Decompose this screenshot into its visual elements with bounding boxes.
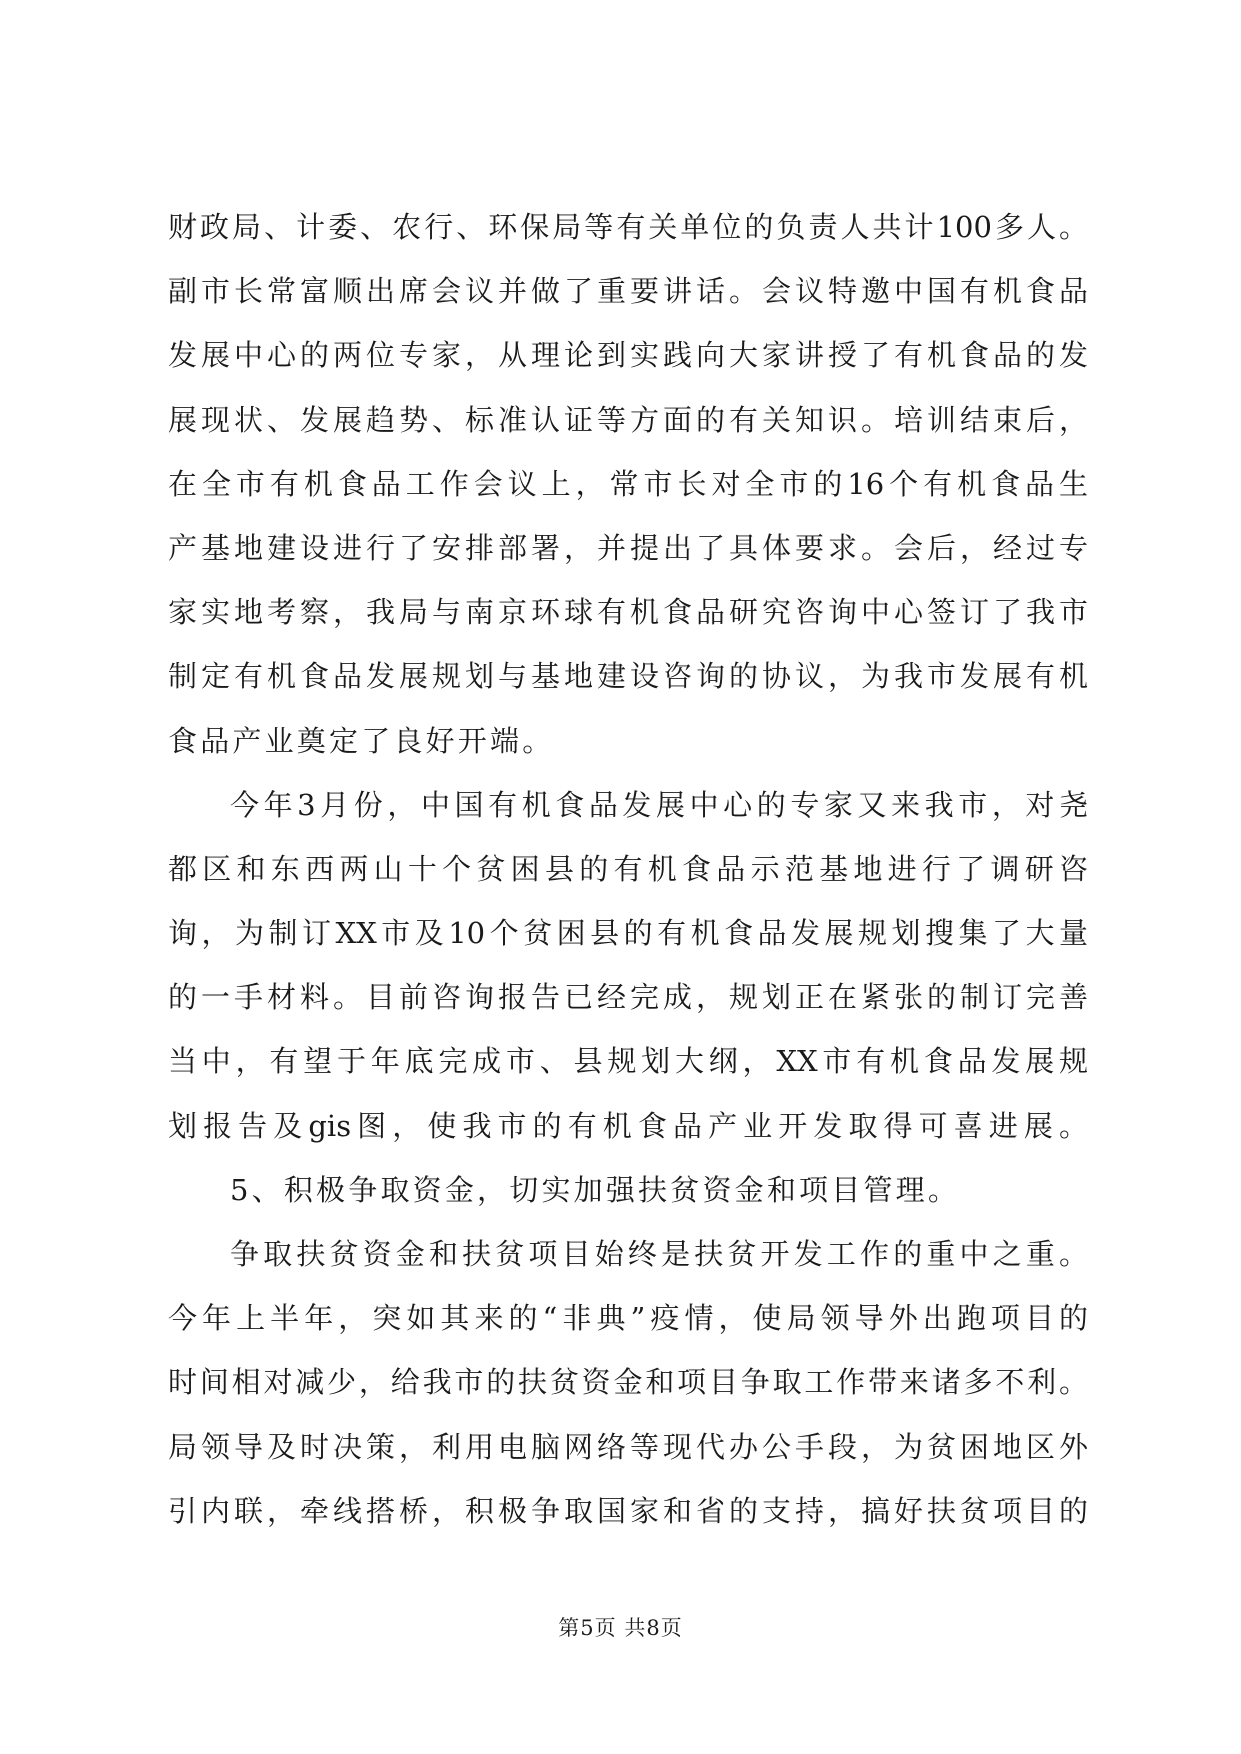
text-line: 制定有机食品发展规划与基地建设咨询的协议，为我市发展有机 [168,659,1088,694]
page-number-footer: 第5页 共8页 [558,1616,683,1640]
text-line: 展现状、发展趋势、标准认证等方面的有关知识。培训结束后， [168,402,1088,437]
text-line: 发展中心的两位专家，从理论到实践向大家讲授了有机食品的发 [168,338,1088,373]
body-text [168,195,1088,1543]
text-line: 局领导及时决策，利用电脑网络等现代办公手段，为贫困地区外 [168,1429,1088,1464]
text-line: 在全市有机食品工作会议上，常市长对全市的16个有机食品生 [168,466,1088,501]
text-line: 财政局、计委、农行、环保局等有关单位的负责人共计100多人。 [168,210,1088,244]
text-line: 食品产业奠定了良好开端。 [168,723,555,758]
text-line: 都区和东西两山十个贫困县的有机食品示范基地进行了调研咨 [168,851,1088,886]
text-line: 询，为制订XX市及10个贫困县的有机食品发展规划搜集了大量 [168,916,1088,951]
section-heading: 5、积极争取资金，切实加强扶贫资金和项目管理。 [230,1172,961,1207]
text-line: 家实地考察，我局与南京环球有机食品研究咨询中心签订了我市 [168,595,1088,630]
text-line: 产基地建设进行了安排部署，并提出了具体要求。会后，经过专 [168,530,1088,565]
text-line: 今年上半年，突如其来的“非典”疫情，使局领导外出跑项目的 [168,1301,1088,1336]
text-line: 时间相对减少，给我市的扶贫资金和项目争取工作带来诸多不利。 [168,1365,1088,1400]
text-line: 当中，有望于年底完成市、县规划大纲，XX市有机食品发展规 [168,1044,1088,1079]
text-line: 引内联，牵线搭桥，积极争取国家和省的支持，搞好扶贫项目的 [168,1493,1088,1528]
text-line: 今年3月份，中国有机食品发展中心的专家又来我市，对尧 [230,787,1088,822]
text-line: 副市长常富顺出席会议并做了重要讲话。会议特邀中国有机食品 [168,274,1088,309]
text-line: 划报告及gis图，使我市的有机食品产业开发取得可喜进展。 [168,1108,1088,1143]
text-line: 争取扶贫资金和扶贫项目始终是扶贫开发工作的重中之重。 [230,1237,1088,1271]
text-line: 的一手材料。目前咨询报告已经完成，规划正在紧张的制订完善 [168,980,1088,1015]
